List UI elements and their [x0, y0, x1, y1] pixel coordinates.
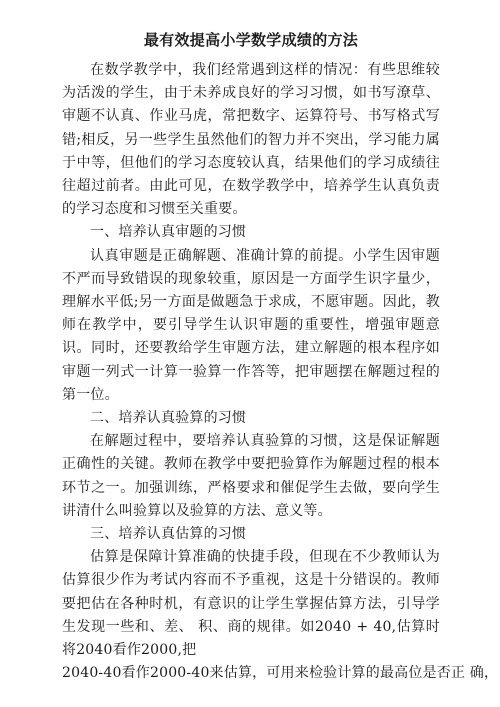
section-heading-3: 三、培养认真估算的习惯: [90, 526, 247, 543]
section-paragraph-3-tail: 2040-40看作2000-40来估算，可用来检验计算的最高位是否正 确，: [62, 665, 499, 682]
section-heading-2: 二、培养认真验算的习惯: [90, 410, 247, 427]
section-paragraph-3: 估算是保障计算准确的快捷手段，但现在不少教师认为估算很少作为考试内容而不予重视，这是十分错误的。教师要把估在各种时机，有意识的让学生掌握估算方法，引导学生发现一些和、差、 积、商的规律。如2040 + 40,估算时将2040看作2000,把: [62, 549, 440, 659]
section-paragraph-2: 在解题过程中，要培养认真验算的习惯，这是保证解题正确性的关键。教师在教学中要把验算作为解题过程的根本环节之一。加强训练，严格要求和催促学生去做，要向学生讲清什么叫验算以及验算的方法、意义等。: [62, 433, 440, 519]
document-title: 最有效提高小学数学成绩的方法: [143, 31, 359, 49]
intro-paragraph: 在数学教学中，我们经常遇到这样的情况：有些思维较为活泼的学生，由于未养成良好的学习习惯，如书写潦草、审题不认真、作业马虎，常把数字、运算符号、书写格式写错;相反，另一些学生虽然他们的智力并不突出，学习能力属于中等，但他们的学习态度较认真，结果他们的学习成绩往往超过前者。由此可见，在数学教学中，培养学生认真负责的学习态度和习惯至关重要。: [62, 62, 440, 218]
section-heading-1: 一、培养认真审题的习惯: [90, 224, 247, 241]
section-paragraph-1: 认真审题是正确解题、准确计算的前提。小学生因审题不严而导致错误的现象较重，原因是一方面学生识字量少，理解水平低;另一方面是做题急于求成，不愿审题。因此，教师在教学中，要引导学生认识审题的重要性，增强审题意识。同时，还要教给学生审题方法，建立解题的根本程序如审题一列式一计算一验算一作答等，把审题摆在解题过程的第一位。: [62, 247, 440, 403]
document-page: [62, 30, 499, 685]
